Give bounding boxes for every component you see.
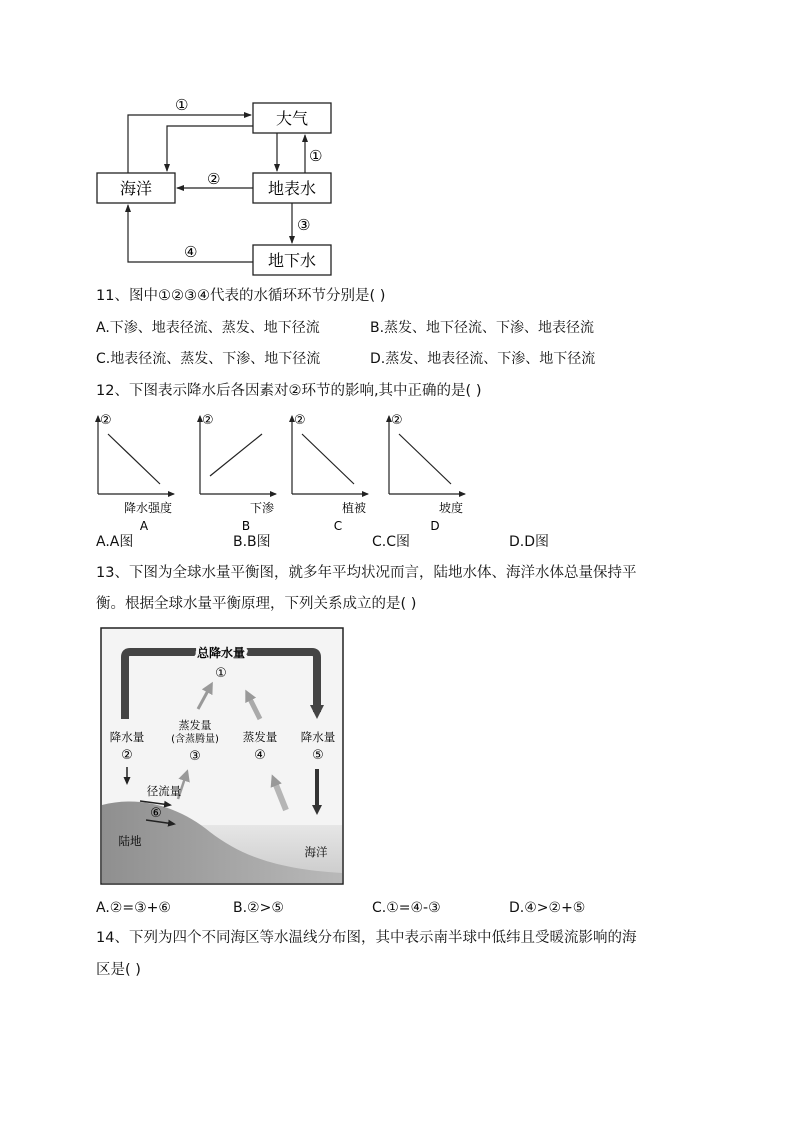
q13-option-a[interactable]: A.②=③+⑥ <box>96 900 171 916</box>
graph-letter: B <box>241 519 251 533</box>
q11-option-c[interactable]: C.地表径流、蒸发、下渗、地下径流 <box>96 351 321 367</box>
q12-option-c[interactable]: C.C图 <box>372 534 411 550</box>
evap-land-label: 蒸发量 <box>178 719 212 732</box>
precip-land-label: 降水量 <box>109 730 145 744</box>
n5-label: ⑤ <box>312 748 324 763</box>
q11-option-b[interactable]: B.蒸发、地下径流、下渗、地表径流 <box>370 320 595 336</box>
y-axis-label: ② <box>202 413 214 428</box>
q13-option-b[interactable]: B.②>⑤ <box>233 900 284 916</box>
atmosphere-label: 大气 <box>275 109 309 128</box>
trend-line <box>399 434 451 484</box>
y-axis-label: ② <box>391 413 403 428</box>
q14-stem-line1: 14、下列为四个不同海区等水温线分布图，其中表示南半球中低纬且受暖流影响的海 <box>96 930 637 946</box>
x-axis-label: 植被 <box>341 501 366 515</box>
q13-option-d[interactable]: D.④>②+⑤ <box>509 900 586 916</box>
arrow-ocean-to-atmosphere <box>128 115 251 173</box>
q11-stem: 11、图中①②③④代表的水循环环节分别是( ) <box>96 288 386 304</box>
precip-ocean-label: 降水量 <box>300 730 336 744</box>
ocean-label: 海洋 <box>304 845 328 859</box>
total-precip-label: 总降水量 <box>196 646 246 660</box>
q12-option-d[interactable]: D.D图 <box>509 534 550 550</box>
y-axis-label: ② <box>294 413 306 428</box>
x-axis-label: 坡度 <box>438 501 463 515</box>
n3-label: ③ <box>189 749 201 764</box>
water-balance-figure <box>100 627 344 885</box>
q11-option-d[interactable]: D.蒸发、地表径流、下渗、地下径流 <box>370 351 596 367</box>
trend-line <box>210 434 262 476</box>
land-label: 陆地 <box>118 834 142 848</box>
x-axis-label: 降水强度 <box>123 501 172 515</box>
runoff-label: 径流量 <box>146 784 182 798</box>
graph-letter: D <box>430 519 440 533</box>
evap-ocean-label: 蒸发量 <box>242 730 278 744</box>
label-n3: ③ <box>297 216 311 234</box>
x-axis-label: 下渗 <box>249 501 274 515</box>
label-n4: ④ <box>184 243 198 261</box>
q13-option-c[interactable]: C.①=④-③ <box>372 900 441 916</box>
graph-letter: A <box>139 519 149 533</box>
label-n2: ② <box>207 170 221 188</box>
groundwater-label: 地下水 <box>267 251 317 270</box>
y-axis-label: ② <box>100 413 112 428</box>
surface-water-label: 地表水 <box>267 179 317 198</box>
q11-option-a[interactable]: A.下渗、地表径流、蒸发、地下径流 <box>96 320 320 336</box>
q13-stem-line1: 13、下图为全球水量平衡图，就多年平均状况而言，陆地水体、海洋水体总量保持平 <box>96 565 637 581</box>
q14-stem-line2: 区是( ) <box>96 962 141 978</box>
arrow-atmosphere-to-ocean <box>167 126 253 171</box>
q12-option-a[interactable]: A.A图 <box>96 534 134 550</box>
trend-line <box>302 434 354 484</box>
n2-label: ② <box>121 748 133 763</box>
q12-stem: 12、下图表示降水后各因素对②环节的影响,其中正确的是( ) <box>96 383 482 399</box>
q13-stem-line2: 衡。根据全球水量平衡原理，下列关系成立的是( ) <box>96 596 417 612</box>
q12-option-b[interactable]: B.B图 <box>233 534 271 550</box>
n6-label: ⑥ <box>150 806 162 821</box>
label-n1-right: ① <box>309 147 323 165</box>
trend-line <box>108 434 160 484</box>
label-n1-top: ① <box>175 96 189 114</box>
graph-letter: C <box>333 519 343 533</box>
evap-land-sub-label: (含蒸腾量) <box>171 734 219 745</box>
n4-label: ④ <box>254 748 266 763</box>
q12-graphs <box>92 408 492 533</box>
n1-label: ① <box>215 666 227 681</box>
ocean-label: 海洋 <box>119 179 153 198</box>
water-cycle-diagram <box>90 95 350 280</box>
